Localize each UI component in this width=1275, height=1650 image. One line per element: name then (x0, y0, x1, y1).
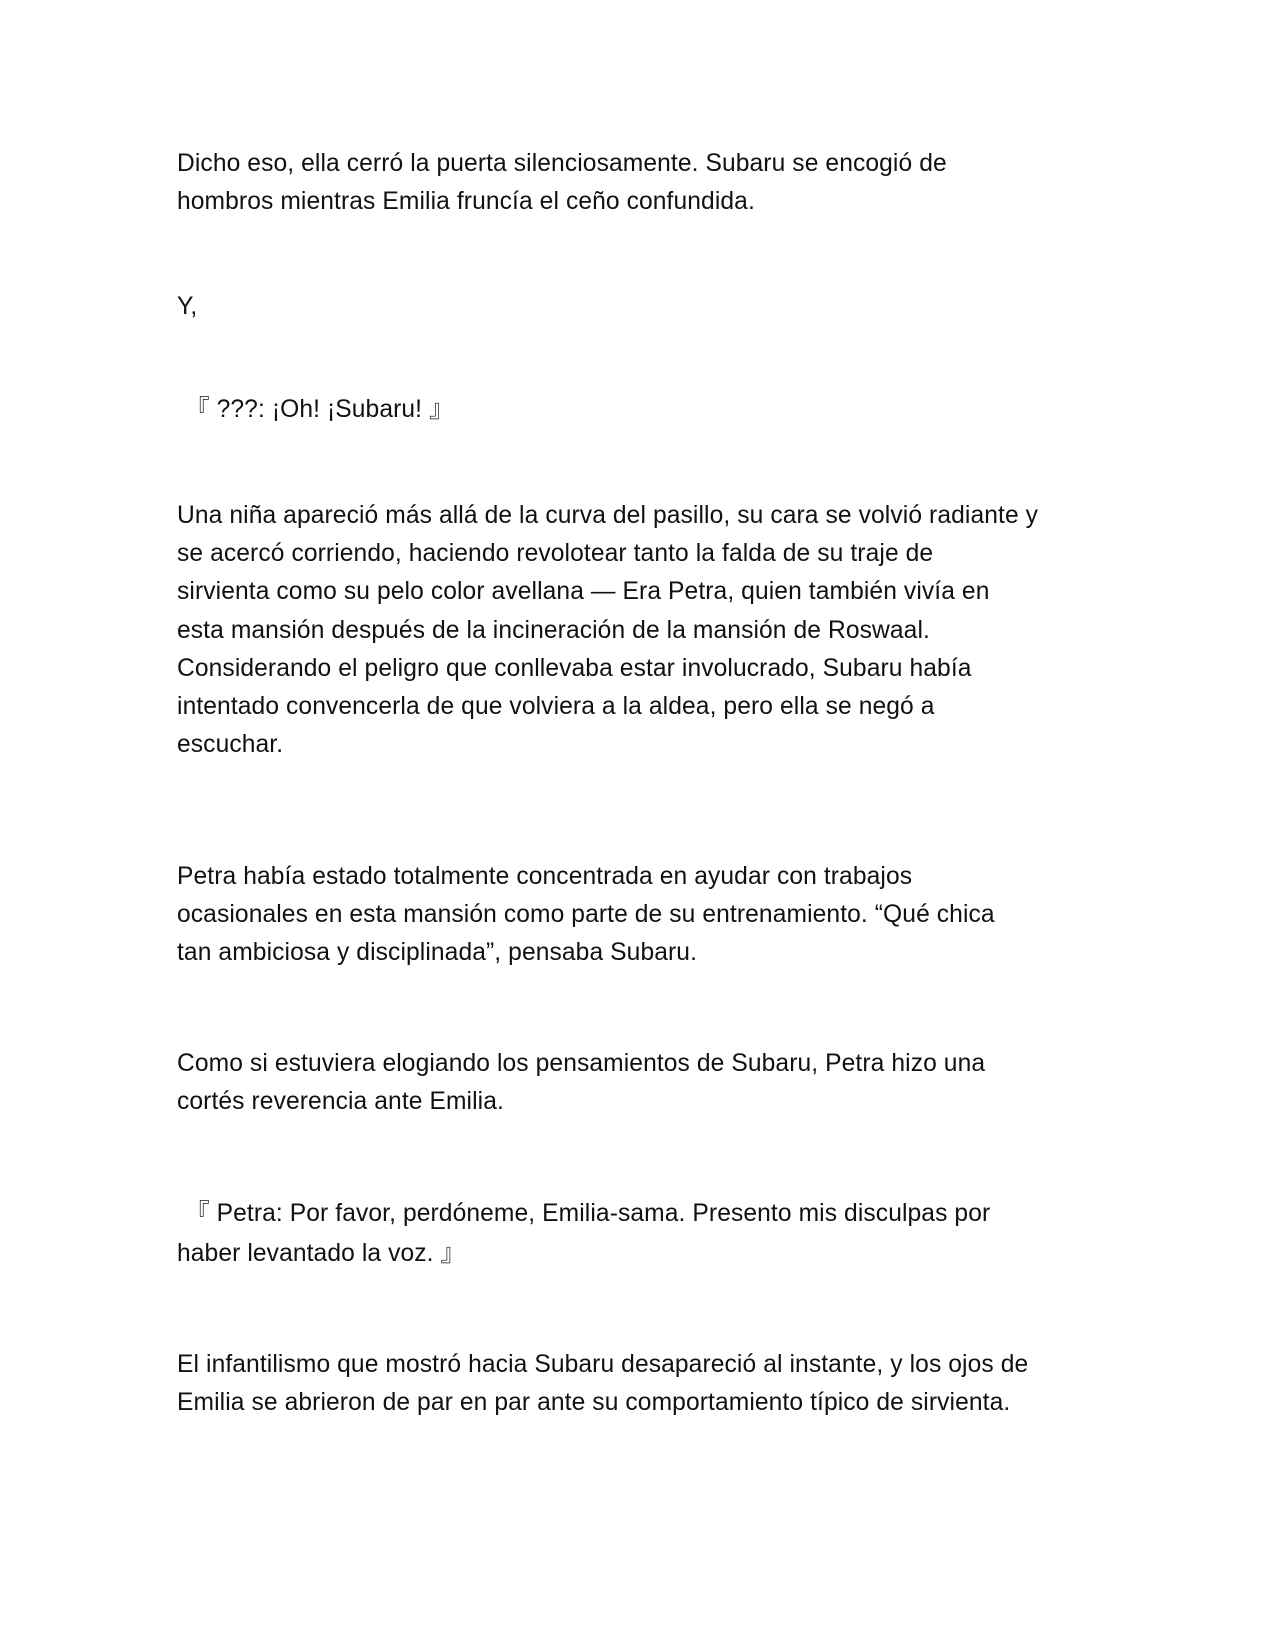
text-line: esta mansión después de la incineración de la mansión de Roswaal. (177, 616, 930, 644)
text-line: cortés reverencia ante Emilia. (177, 1088, 504, 1116)
text-line: El infantilismo que mostró hacia Subaru desapareció al instante, y los ojos de (177, 1351, 1029, 1378)
text-line: Y, (177, 293, 198, 320)
text-line: Dicho eso, ella cerró la puerta silenciosamente. Subaru se encogió de (177, 150, 947, 177)
text-line: ocasionales en esta mansión como parte de su entrenamiento. “Qué chica (177, 901, 995, 929)
dialogue-petra (177, 1195, 1107, 1273)
text-line: hombros mientras Emilia fruncía el ceño confundida. (177, 188, 755, 216)
text-line: escuchar. (177, 731, 284, 759)
text-line: Petra había estado totalmente concentrada en ayudar con trabajos (177, 863, 913, 890)
paragraph-y (177, 288, 1107, 326)
text-line: sirvienta como su pelo color avellana — Era Petra, quien también vivía en (177, 578, 990, 606)
paragraph-petra-training (177, 858, 1107, 973)
text-line: Una niña apareció más allá de la curva del pasillo, su cara se volvió radiante y (177, 502, 1039, 529)
text-line: Considerando el peligro que conllevaba estar involucrado, Subaru había (177, 654, 972, 682)
text-line: Emilia se abrieron de par en par ante su comportamiento típico de sirvienta. (177, 1389, 1011, 1417)
text-line: se acercó corriendo, haciendo revolotear tanto la falda de su traje de (177, 540, 934, 568)
text-line: tan ambiciosa y disciplinada”, pensaba Subaru. (177, 939, 698, 967)
text-line: 『 Petra: Por favor, perdóneme, Emilia-sama. Presento mis disculpas por (185, 1200, 991, 1227)
text-line: 『 ???: ¡Oh! ¡Subaru! 』 (185, 396, 454, 423)
text-line: Como si estuviera elogiando los pensamientos de Subaru, Petra hizo una (177, 1050, 986, 1077)
paragraph-emilia-surprise (177, 1346, 1107, 1422)
paragraph-closing-door (177, 145, 1107, 221)
dialogue-unknown-speaker (177, 391, 1107, 429)
paragraph-petra-appears (177, 497, 1107, 764)
text-line: intentado convencerla de que volviera a la aldea, pero ella se negó a (177, 693, 935, 721)
paragraph-petra-bow (177, 1045, 1107, 1121)
text-line: haber levantado la voz. 』 (177, 1240, 466, 1268)
